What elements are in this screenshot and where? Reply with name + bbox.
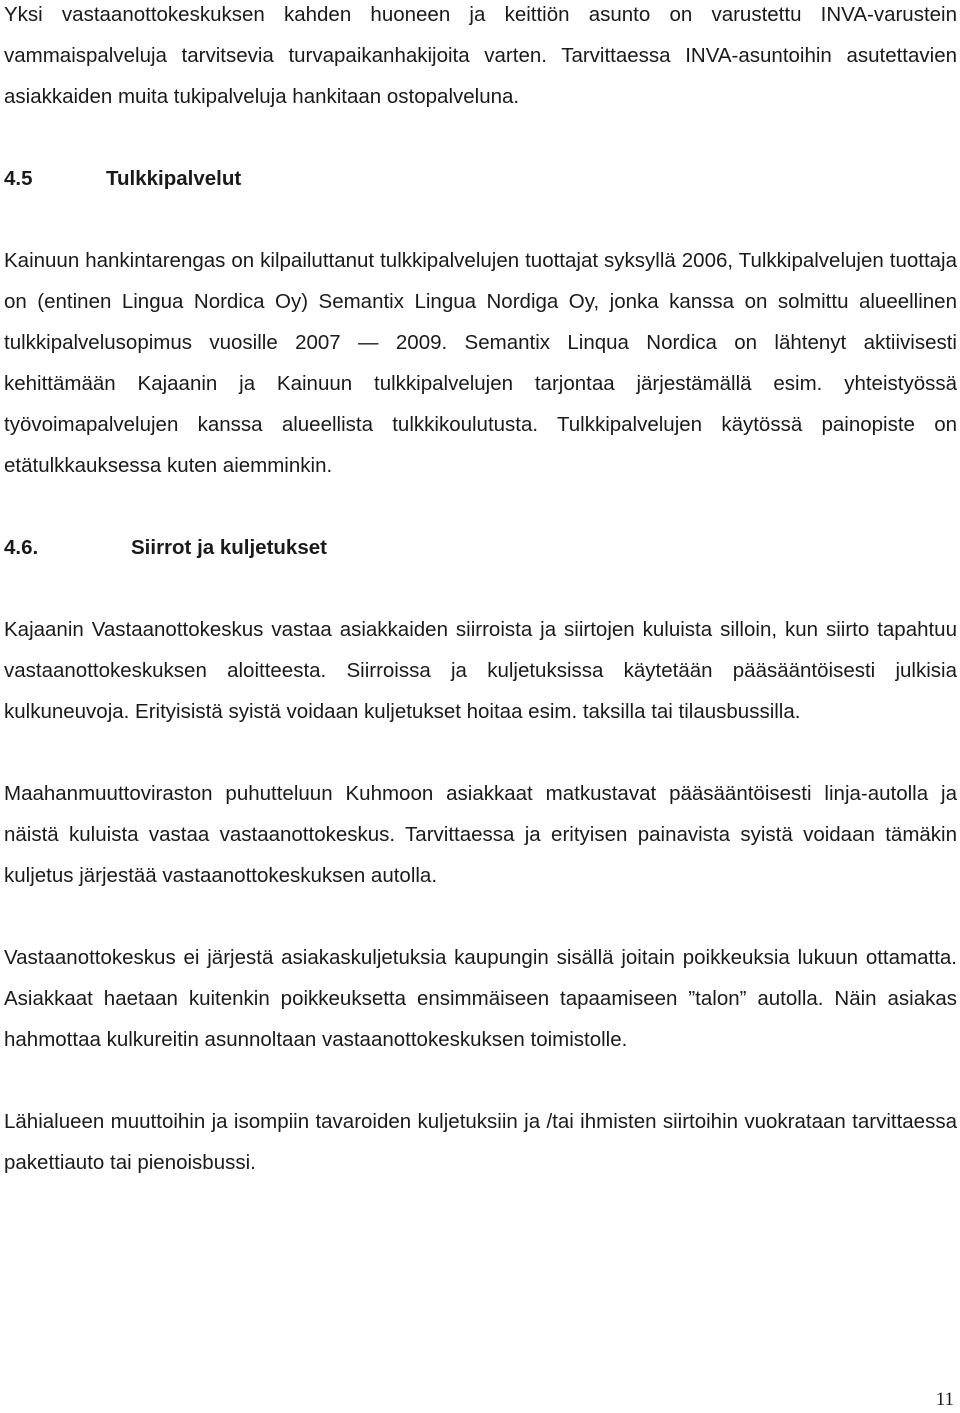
section-title: Tulkkipalvelut bbox=[106, 167, 242, 190]
section-4-6-paragraph: Vastaanottokeskus ei järjestä asiakaskuljetuksia kaupungin sisällä joitain poikkeuksia lukuun ottamatta. Asiakkaat haetaan kuitenkin poikkeuksetta ensimmäiseen tapaamiseen ”talon” autolla. Näin asiakas hahmottaa kulkureitin asunnoltaan vastaanottokeskuksen toimistolle. bbox=[4, 946, 957, 1051]
section-number: 4.6. bbox=[4, 536, 39, 559]
section-4-6-paragraph: Lähialueen muuttoihin ja isompiin tavaroiden kuljetuksiin ja /tai ihmisten siirtoihin vuokrataan tarvittaessa pakettiauto tai pienoisbussi. bbox=[4, 1110, 957, 1174]
section-number: 4.5 bbox=[4, 167, 33, 190]
document-page bbox=[4, 0, 957, 1183]
section-heading-4-5 bbox=[4, 158, 957, 199]
intro-paragraph: Yksi vastaanottokeskuksen kahden huoneen ja keittiön asunto on varustettu INVA-varustein vammaispalveluja tarvitsevia turvapaikanhakijoita varten. Tarvittaessa INVA-asuntoihin asutettavien asiakkaiden muita tukipalveluja hankitaan ostopalveluna. bbox=[4, 3, 957, 108]
section-heading-4-6 bbox=[4, 527, 957, 568]
section-title: Siirrot ja kuljetukset bbox=[131, 536, 327, 559]
section-4-6-paragraph: Kajaanin Vastaanottokeskus vastaa asiakkaiden siirroista ja siirtojen kuluista silloin, kun siirto tapahtuu vastaanottokeskuksen aloitteesta. Siirroissa ja kuljetuksissa käytetään pääsääntöisesti julkisia kulkuneuvoja. Erityisistä syistä voidaan kuljetukset hoitaa esim. taksilla tai tilausbussilla. bbox=[4, 618, 957, 723]
page-number: 11 bbox=[935, 1389, 954, 1410]
section-4-5-body: Kainuun hankintarengas on kilpailuttanut tulkkipalvelujen tuottajat syksyllä 2006, Tulkkipalvelujen tuottaja on (entinen Lingua Nordica Oy) Semantix Lingua Nordiga Oy, jonka kanssa on solmittu alueellinen tulkkipalvelusopimus vuosille 2007 — 2009. Semantix Linqua Nordica on lähtenyt aktiivisesti kehittämään Kajaanin ja Kainuun tulkkipalvelujen tarjontaa järjestämällä esim. yhteistyössä työvoimapalvelujen kanssa alueellista tulkkikoulutusta. Tulkkipalvelujen käytössä painopiste on etätulkkauksessa kuten aiemminkin. bbox=[4, 249, 957, 477]
section-4-6-paragraph: Maahanmuuttoviraston puhutteluun Kuhmoon asiakkaat matkustavat pääsääntöisesti linja-autolla ja näistä kuluista vastaa vastaanottokeskus. Tarvittaessa ja erityisen painavista syistä voidaan tämäkin kuljetus järjestää vastaanottokeskuksen autolla. bbox=[4, 782, 957, 887]
